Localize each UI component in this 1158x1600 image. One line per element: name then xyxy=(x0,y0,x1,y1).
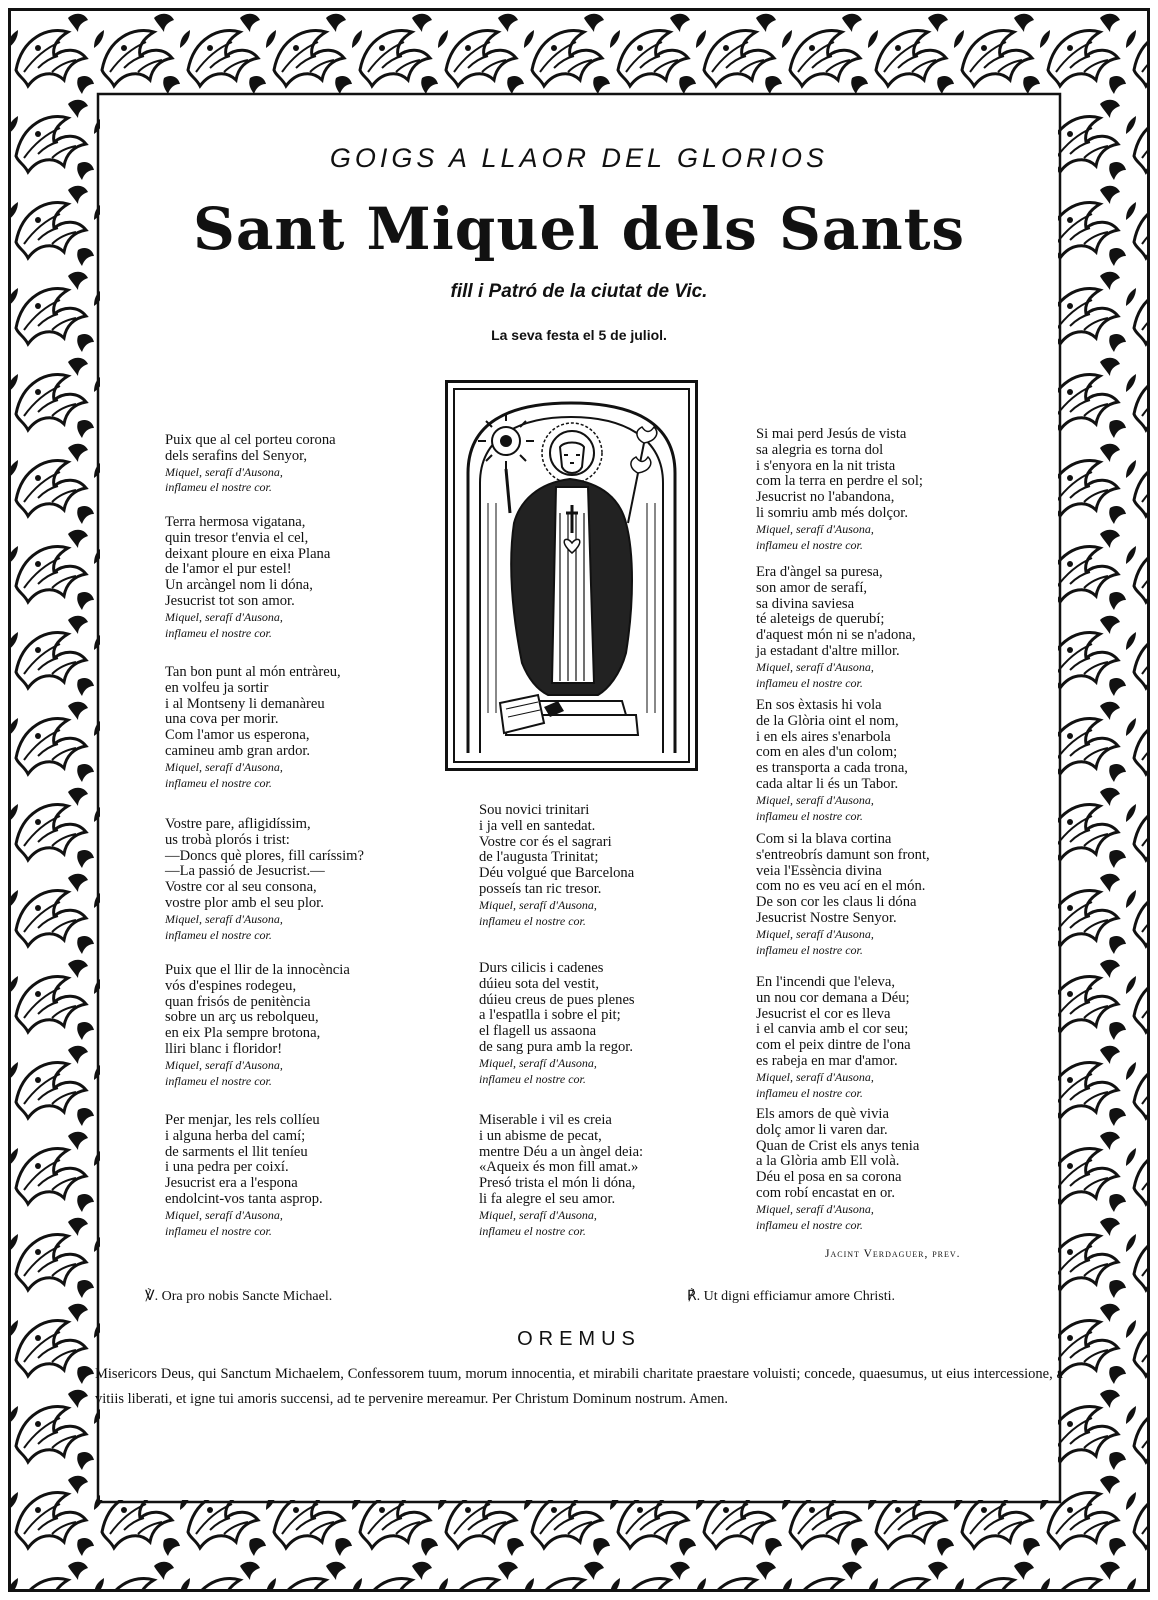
stanza-line: Un arcàngel nom li dóna, xyxy=(165,577,313,594)
stanza-line: —Doncs què plores, fill caríssim? xyxy=(165,847,364,864)
refrain-line: inflameu el nostre cor. xyxy=(165,625,272,640)
oremus-heading: OREMUS xyxy=(517,1328,641,1350)
stanza-line: i en els aires s'enarbola xyxy=(756,728,891,745)
refrain-line: inflameu el nostre cor. xyxy=(756,1085,863,1100)
stanza-line: una cova per morir. xyxy=(165,711,279,728)
stanza-line: i s'enyora en la nit trista xyxy=(756,457,896,474)
stanza-line: En l'incendi que l'eleva, xyxy=(756,974,895,990)
saint-woodcut-image xyxy=(445,380,698,771)
refrain-line: Miquel, serafí d'Ausona, xyxy=(756,1069,874,1084)
refrain-line: inflameu el nostre cor. xyxy=(756,1217,863,1232)
stanza-line: i alguna herba del camí; xyxy=(165,1127,306,1144)
stanza xyxy=(756,1107,919,1233)
stanza-line: com el peix dintre de l'ona xyxy=(756,1037,911,1054)
stanza xyxy=(756,698,908,824)
stanza xyxy=(165,665,341,791)
stanza-line: i el canvia amb el cor seu; xyxy=(756,1021,909,1038)
goigs-heading: GOIGS A LLAOR DEL GLORIOS xyxy=(329,143,829,173)
stanza-line: s'entreobrís damunt son front, xyxy=(756,846,930,863)
stanza-line: Jesucrist era a l'espona xyxy=(165,1175,298,1192)
stanza-line: dúieu creus de pues plenes xyxy=(479,991,635,1008)
stanza-line: posseís tan ric tresor. xyxy=(479,880,602,897)
stanza-line: sa alegria es torna dol xyxy=(756,441,884,458)
stanza-line: camineu amb gran ardor. xyxy=(165,742,311,759)
stanza xyxy=(756,565,916,691)
stanza-line: endolcint-vos tanta asprор. xyxy=(165,1190,323,1207)
feast-date: La seva festa el 5 de juliol. xyxy=(491,327,667,343)
stanza-line: Miserable i vil es creia xyxy=(479,1112,612,1128)
stanza-line: Si mai perd Jesús de vista xyxy=(756,426,907,442)
response: ℟. Ut digni efficiamur amore Christi. xyxy=(687,1289,895,1304)
stanza-line: Jesucrist el cor es lleva xyxy=(756,1005,891,1022)
stanza-line: Jesucrist no l'abandona, xyxy=(756,489,895,506)
stanza xyxy=(165,963,350,1089)
versicle: ℣. Ora pro nobis Sancte Michael. xyxy=(145,1289,333,1304)
stanza-line: es transporta a cada trona, xyxy=(756,760,908,777)
stanza-line: quin tresor t'envia el cel, xyxy=(165,529,309,546)
refrain-line: Miquel, serafí d'Ausona, xyxy=(165,1207,283,1222)
stanza-line: d'aquest món ni se n'adona, xyxy=(756,627,916,644)
stanza-line: Jesucrist tot son amor. xyxy=(165,592,295,609)
stanza-line: en eix Pla sempre brotona, xyxy=(165,1025,321,1042)
stanza-line: ja estadant d'altre millor. xyxy=(756,642,900,659)
refrain-line: Miquel, serafí d'Ausona, xyxy=(756,659,874,674)
stanza xyxy=(479,1113,643,1239)
refrain-line: Miquel, serafí d'Ausona, xyxy=(756,792,874,807)
saint-title: Sant Miquel dels Sants xyxy=(192,195,966,263)
stanza-line: Els amors de què vivia xyxy=(756,1106,889,1122)
refrain-line: inflameu el nostre cor. xyxy=(756,675,863,690)
refrain-line: inflameu el nostre cor. xyxy=(479,913,586,928)
stanza-line: Puix que al cel porteu corona xyxy=(165,432,336,448)
stanza-line: «Aqueix és mon fill amat.» xyxy=(479,1159,639,1176)
refrain-line: Miquel, serafí d'Ausona, xyxy=(756,926,874,941)
refrain-line: inflameu el nostre cor. xyxy=(756,537,863,552)
stanza xyxy=(479,961,635,1087)
refrain-line: Miquel, serafí d'Ausona, xyxy=(165,1057,283,1072)
stanza xyxy=(165,1113,323,1239)
stanza-line: cada altar li és un Tabor. xyxy=(756,775,899,792)
refrain-line: Miquel, serafí d'Ausona, xyxy=(165,759,283,774)
stanza-line: mentre Déu a un àngel deia: xyxy=(479,1143,644,1160)
stanza-line: es rabeja en mar d'amor. xyxy=(756,1052,898,1069)
refrain-line: inflameu el nostre cor. xyxy=(165,480,272,495)
stanza-line: Quan de Crist els anys tenia xyxy=(756,1137,920,1154)
stanza-line: Puix que el llir de la innocència xyxy=(165,962,350,978)
stanza-line: Presó trista el món li dóna, xyxy=(479,1175,636,1192)
refrain-line: Miquel, serafí d'Ausona, xyxy=(165,464,283,479)
refrain-line: inflameu el nostre cor. xyxy=(165,775,272,790)
stanza-line: i una pedra per coixí. xyxy=(165,1159,289,1176)
stanza-line: com en ales d'un colom; xyxy=(756,744,898,761)
stanza-line: Per menjar, les rels collíeu xyxy=(165,1112,320,1128)
stanza xyxy=(479,803,634,929)
stanza-line: i ja vell en santedat. xyxy=(479,817,596,834)
stanza xyxy=(756,975,911,1101)
stanza-line: dolç amor li varen dar. xyxy=(756,1121,888,1138)
stanza-line: Com si la blava cortina xyxy=(756,831,892,847)
stanza xyxy=(165,515,330,641)
stanza-line: dúieu sota del vestit, xyxy=(479,975,599,992)
stanza xyxy=(165,817,364,943)
refrain-line: inflameu el nostre cor. xyxy=(479,1223,586,1238)
stanza-line: sa divina saviesa xyxy=(756,595,855,612)
stanza-line: vostre plor amb el seu plor. xyxy=(165,894,324,911)
stanza-line: a l'espatlla i sobre el pit; xyxy=(479,1007,621,1024)
stanza-line: i al Montseny li demanàreu xyxy=(165,695,325,712)
author-signature: Jacint Verdaguer, prev. xyxy=(825,1248,961,1260)
stanza-line: —La passió de Jesucrist.— xyxy=(165,863,325,880)
refrain-line: inflameu el nostre cor. xyxy=(479,1071,586,1086)
stanza-line: dels serafins del Senyor, xyxy=(165,447,308,464)
stanza xyxy=(756,427,923,553)
stanza-line: quan frisós de penitència xyxy=(165,993,311,1010)
saint-figure-icon xyxy=(448,383,695,768)
stanza-line: Tan bon punt al món entràreu, xyxy=(165,664,341,680)
refrain-line: inflameu el nostre cor. xyxy=(165,1073,272,1088)
refrain-line: Miquel, serafí d'Ausona, xyxy=(165,911,283,926)
refrain-line: Miquel, serafí d'Ausona, xyxy=(479,1055,597,1070)
refrain-line: inflameu el nostre cor. xyxy=(165,1223,272,1238)
prayer-text: Misericors Deus, qui Sanctum Michaelem, Confessorem tuum, morum innocentia, et mirabili charitate praestare voluisti; concede, quaesumus, ut eius intercessione, a vitiis liberati, et igne tui amoris succensi, ad te pervenire mereamur. Per Christum Dominum nostrum. Amen. xyxy=(95,1366,1063,1407)
stanza xyxy=(165,433,336,496)
stanza-line: el flagell us assaona xyxy=(479,1023,597,1040)
stanza-line: vós d'espines rodegeu, xyxy=(165,977,297,994)
stanza xyxy=(756,832,930,958)
stanza-line: veia l'Essència divina xyxy=(756,862,882,879)
stanza-line: Vostre pare, afligidíssim, xyxy=(165,816,311,832)
stanza-line: Jesucrist Nostre Senyor. xyxy=(756,909,897,926)
stanza-line: li fa alegre el seu amor. xyxy=(479,1190,616,1207)
stanza-line: Era d'àngel sa puresa, xyxy=(756,564,883,580)
subtitle: fill i Patró de la ciutat de Vic. xyxy=(450,281,708,302)
stanza-line: Déu el posa en sa corona xyxy=(756,1169,902,1186)
goigs-sheet xyxy=(95,95,1063,1505)
stanza-line: Déu volgué que Barcelona xyxy=(479,865,635,882)
stanza-line: Sou novici trinitari xyxy=(479,802,590,818)
stanza-line: com robí encastat en or. xyxy=(756,1184,895,1201)
stanza-line: a la Glòria amb Ell volà. xyxy=(756,1153,900,1170)
stanza-line: com no es veu ací en el món. xyxy=(756,878,926,895)
stanza-line: de l'amor el pur estel! xyxy=(165,561,292,578)
stanza-line: lliri blanc i floridor! xyxy=(165,1040,283,1057)
stanza-line: i un abisme de pecat, xyxy=(479,1127,602,1144)
stanza-line: com la terra en perdre el sol; xyxy=(756,473,923,490)
stanza-line: De son cor les claus li dóna xyxy=(756,894,917,911)
stanza-line: en volfeu ja sortir xyxy=(165,679,269,696)
refrain-line: Miquel, serafí d'Ausona, xyxy=(165,609,283,624)
stanza-line: sobre un arç us rebolqueu, xyxy=(165,1009,319,1026)
stanza-line: de sang pura amb la regor. xyxy=(479,1038,633,1055)
stanza-line: Vostre cor al seu consona, xyxy=(165,879,317,896)
refrain-line: Miquel, serafí d'Ausona, xyxy=(756,1201,874,1216)
stanza-line: un nou cor demana a Déu; xyxy=(756,989,910,1006)
stanza-line: Durs cilicis i cadenes xyxy=(479,960,604,976)
stanza-line: té aleteigs de querubí; xyxy=(756,611,885,628)
stanza-line: deixant ploure en eixa Plana xyxy=(165,545,331,562)
stanza-line: son amor de serafí, xyxy=(756,579,868,596)
refrain-line: inflameu el nostre cor. xyxy=(756,808,863,823)
refrain-line: Miquel, serafí d'Ausona, xyxy=(479,897,597,912)
refrain-line: inflameu el nostre cor. xyxy=(165,927,272,942)
stanza-line: de l'augusta Trinitat; xyxy=(479,849,599,866)
stanza-line: us trobà plorós i trist: xyxy=(165,831,290,848)
stanza-line: Vostre cor és el sagrari xyxy=(479,833,612,850)
stanza-line: de la Glòria oint el nom, xyxy=(756,712,899,729)
refrain-line: Miquel, serafí d'Ausona, xyxy=(479,1207,597,1222)
stanza-line: Terra hermosa vigatana, xyxy=(165,514,306,530)
stanza-line: de sarments el llit teníeu xyxy=(165,1143,308,1160)
stanza-line: Com l'amor us esperona, xyxy=(165,727,310,744)
stanza-line: li somriu amb més dolçor. xyxy=(756,504,909,521)
refrain-line: inflameu el nostre cor. xyxy=(756,942,863,957)
refrain-line: Miquel, serafí d'Ausona, xyxy=(756,521,874,536)
stanza-line: En sos èxtasis hi vola xyxy=(756,697,882,713)
